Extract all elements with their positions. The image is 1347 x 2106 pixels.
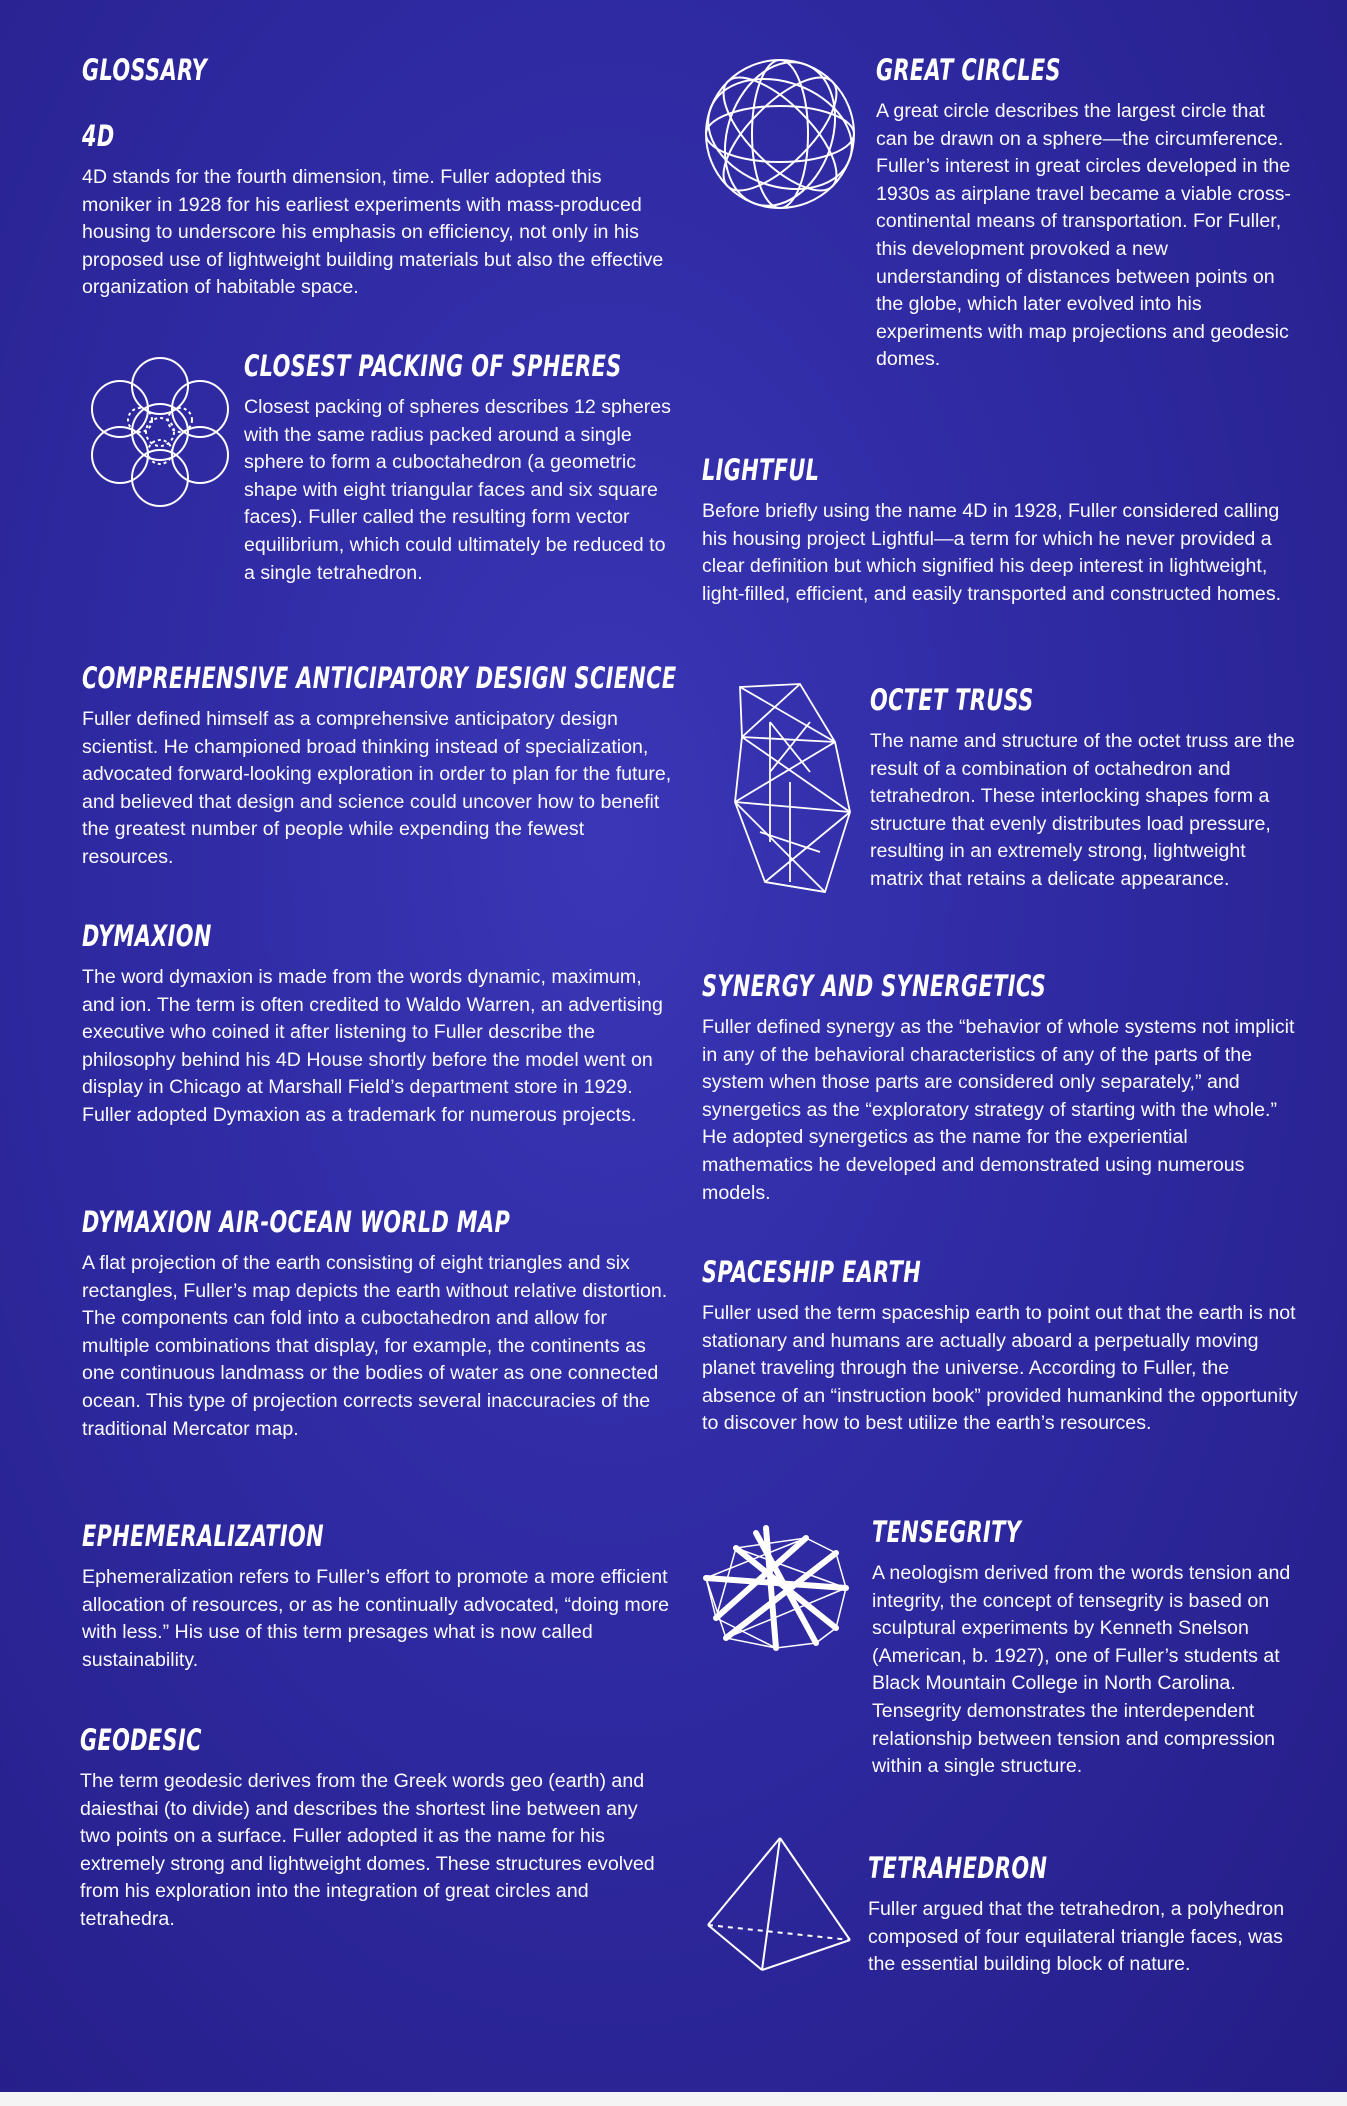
entry-definition: Closest packing of spheres describes 12 spheres with the same radius packed around a single sphere to form a cuboctahedron (a geometric shape with eight triangular faces and six square faces). Fuller called the resulting form vector equilibrium, which could ultimately be reduced to a single tetrahedron. <box>244 396 671 584</box>
entry-definition: A great circle describes the largest circle that can be drawn on a sphere—the circumference. Fuller’s interest in great circles developed in the 1930s as airplane travel became a viable cross-continental means of transportation. For Fuller, this development provoked a new understanding of distances between points on the globe, which later evolved into his experiments with map projections and geodesic domes. <box>876 100 1291 371</box>
entry-geodesic <box>80 1722 672 1934</box>
entry-spaceship-earth <box>702 1254 1300 1438</box>
entry-term: CLOSEST PACKING OF SPHERES <box>244 349 622 383</box>
entry-definition: Fuller argued that the tetrahedron, a polyhedron composed of four equilateral triangle faces, was the essential building block of nature. <box>868 1898 1285 1976</box>
entry-definition: 4D stands for the fourth dimension, time. Fuller adopted this moniker in 1928 for his earliest experiments with mass-produced housing to underscore his emphasis on efficiency, not only in his proposed use of lightweight building materials but also the effective organization of habitable space. <box>82 166 664 299</box>
entry-closest-packing <box>244 348 674 587</box>
entry-ephemeralization <box>82 1518 672 1674</box>
tensegrity-icon <box>696 1518 856 1658</box>
entry-definition: Fuller defined himself as a comprehensive anticipatory design scientist. He championed broad thinking instead of specialization, advocated forward-looking exploration in order to plan for the future, and believed that design and science could uncover how to benefit the greatest number of people while expending the fewest resources. <box>82 708 672 868</box>
glossary-title: GLOSSARY <box>82 53 208 87</box>
entry-tensegrity <box>872 1514 1300 1781</box>
entry-term: GREAT CIRCLES <box>876 53 1061 87</box>
entry-definition: A flat projection of the earth consisting of eight triangles and six rectangles, Fuller’s map depicts the earth without relative distortion. The components can fold into a cuboctahedron and allow for multiple combinations that display, for example, the continents as one continuous landmass or the bodies of water as one connected ocean. This type of projection corrects several inaccuracies of the traditional Mercator map. <box>82 1252 668 1440</box>
tetrahedron-icon <box>700 1830 860 1980</box>
entry-tetrahedron <box>868 1850 1298 1979</box>
great-circles-icon <box>700 54 860 214</box>
entry-term: TENSEGRITY <box>872 1515 1022 1549</box>
entry-definition: Fuller defined synergy as the “behavior of whole systems not implicit in any of the behavioral characteristics of any of the parts of the system when those parts are considered only separately,” and synergetics as the “exploratory strategy of starting with the whole.” He adopted synergetics as the name for the experiential mathematics he developed and demonstrated using numerous models. <box>702 1016 1295 1204</box>
octet-truss-icon <box>730 682 860 902</box>
entry-octet-truss <box>870 682 1300 894</box>
entry-dymaxion <box>82 918 672 1130</box>
entry-term: GEODESIC <box>80 1723 202 1757</box>
entry-definition: The word dymaxion is made from the words dynamic, maximum, and ion. The term is often credited to Waldo Warren, an advertising executive who coined it after listening to Fuller describe the philosophy behind his 4D House shortly before the model went on display in Chicago at Marshall Field’s department store in 1929. Fuller adopted Dymaxion as a trademark for numerous projects. <box>82 966 663 1126</box>
entry-definition: Ephemeralization refers to Fuller’s effort to promote a more efficient allocation of resources, or as he continually advocated, “doing more with less.” His use of this term presages what is now called sustainability. <box>82 1566 670 1671</box>
glossary-title-block <box>82 52 256 88</box>
entry-definition: Fuller used the term spaceship earth to point out that the earth is not stationary and humans are actually aboard a perpetually moving planet traveling through the universe. According to Fuller, the absence of an “instruction book” provided humankind the opportunity to discover how to best utilize the earth’s resources. <box>702 1302 1298 1435</box>
entry-term: LIGHTFUL <box>702 453 820 487</box>
entry-synergy <box>702 968 1300 1207</box>
entry-term: DYMAXION <box>82 919 212 953</box>
spheres-packing-icon <box>80 352 240 512</box>
entry-lightful <box>702 452 1300 608</box>
entry-definition: Before briefly using the name 4D in 1928, Fuller considered calling his housing project Lightful—a term for which he never provided a clear definition but which signified his deep interest in lightweight, light-filled, efficient, and easily transported and constructed homes. <box>702 500 1282 605</box>
entry-term: SYNERGY AND SYNERGETICS <box>702 969 1047 1003</box>
entry-term: EPHEMERALIZATION <box>82 1519 324 1553</box>
entry-great-circles <box>876 52 1296 374</box>
entry-world-map <box>82 1204 672 1443</box>
entry-design-science <box>82 660 677 872</box>
entry-term: DYMAXION AIR-OCEAN WORLD MAP <box>82 1205 511 1239</box>
entry-definition: A neologism derived from the words tension and integrity, the concept of tensegrity is based on sculptural experiments by Kenneth Snelson (American, b. 1927), one of Fuller’s students at Black Mountain College in North Carolina. Tensegrity demonstrates the interdependent relationship between tension and compression within a single structure. <box>872 1562 1291 1778</box>
entry-term: 4D <box>82 119 115 153</box>
entry-term: OCTET TRUSS <box>870 683 1034 717</box>
entry-term: TETRAHEDRON <box>868 1851 1048 1885</box>
entry-definition: The name and structure of the octet truss are the result of a combination of octahedron and tetrahedron. These interlocking shapes form a structure that evenly distributes load pressure, resulting in an extremely strong, lightweight matrix that retains a delicate appearance. <box>870 730 1295 890</box>
entry-4d <box>82 118 672 302</box>
entry-term: COMPREHENSIVE ANTICIPATORY DESIGN SCIENCE <box>82 661 677 695</box>
entry-term: SPACESHIP EARTH <box>702 1255 922 1289</box>
entry-definition: The term geodesic derives from the Greek words geo (earth) and daiesthai (to divide) and describes the shortest line between any two points on a surface. Fuller adopted it as the name for his extremely strong and lightweight domes. These structures evolved from his exploration into the integration of great circles and tetrahedra. <box>80 1770 655 1930</box>
